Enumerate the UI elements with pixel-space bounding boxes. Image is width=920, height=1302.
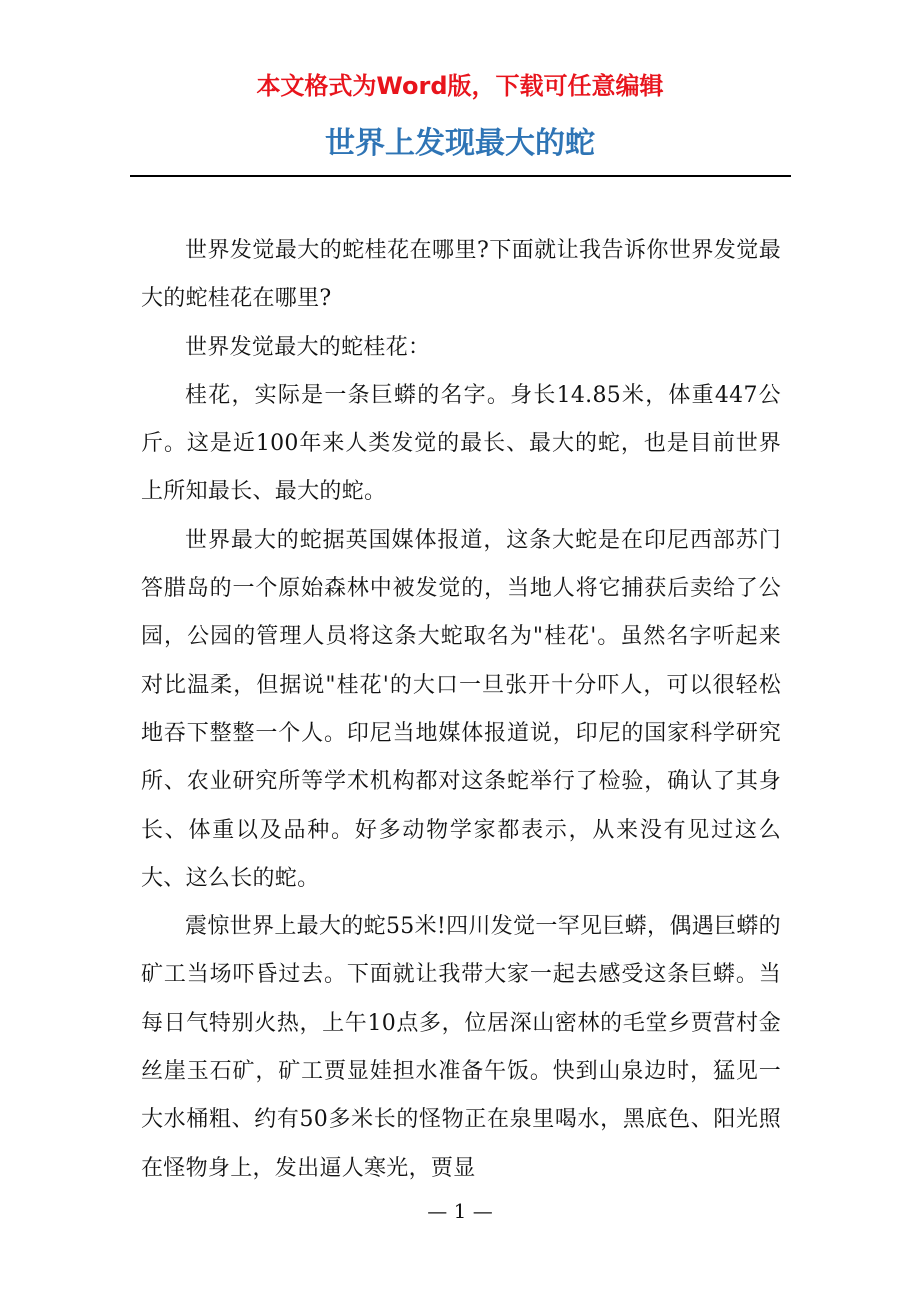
- page-number: — 1 —: [427, 1199, 493, 1223]
- paragraph-subheading: 世界发觉最大的蛇桂花：: [185, 334, 431, 360]
- title-divider: [130, 175, 791, 177]
- paragraph-description: 桂花，实际是一条巨蟒的名字。身长14.85米，体重447公斤。这是近100年来人类发觉的最长、最大的蛇，也是目前世界上所知最长、最大的蛇。: [141, 382, 781, 505]
- paragraph-report: 世界最大的蛇据英国媒体报道，这条大蛇是在印尼西部苏门答腊岛的一个原始森林中被发觉的，当地人将它捕获后卖给了公园，公园的管理人员将这条大蛇取名为"桂花'。虽然名字听起来对比温柔，但据说"桂花'的大口一旦张开十分吓人，可以很轻松地吞下整整一个人。印尼当地媒体报道说，印尼的国家科学研究所、农业研究所等学术机构都对这条蛇举行了检验，确认了其身长、体重以及品种。好多动物学家都表示，从来没有见过这么大、这么长的蛇。: [141, 527, 781, 891]
- paragraph-sichuan: 震惊世界上最大的蛇55米!四川发觉一罕见巨蟒，偶遇巨蟒的矿工当场吓昏过去。下面就让我带大家一起去感受这条巨蟒。当每日气特别火热，上午10点多，位居深山密林的毛堂乡贾营村金丝崖玉石矿，矿工贾显娃担水准备午饭。快到山泉边时，猛见一大水桶粗、约有50多米长的怪物正在泉里喝水，黑底色、阳光照在怪物身上，发出逼人寒光，贾显: [141, 914, 781, 1181]
- document-title: 世界上发现最大的蛇: [325, 126, 595, 161]
- download-notice-banner: 本文格式为Word版，下载可任意编辑: [256, 72, 664, 100]
- paragraph-intro: 世界发觉最大的蛇桂花在哪里?下面就让我告诉你世界发觉最大的蛇桂花在哪里?: [141, 238, 781, 312]
- document-body: [141, 227, 781, 1193]
